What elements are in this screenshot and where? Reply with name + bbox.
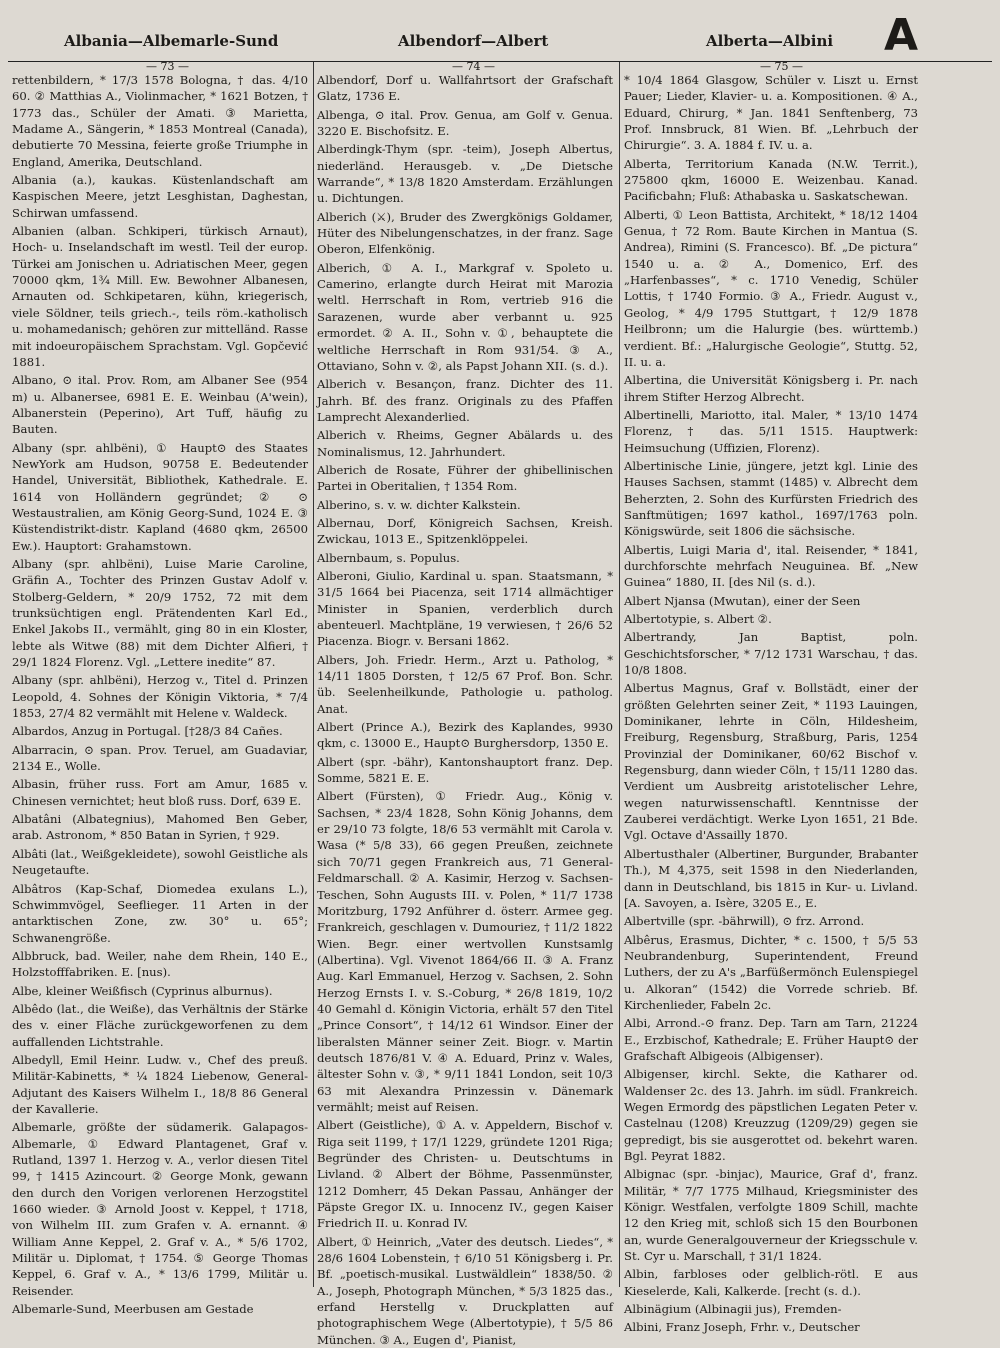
dictionary-entry: Albertina, die Universität Königsberg i. Pr. nach ihrem Stifter Herzog Albrecht.: [624, 373, 918, 404]
column-divider: [313, 62, 314, 1287]
running-head-left: Albania—Albemarle-Sund: [64, 32, 279, 50]
dictionary-entry: Albignac (spr. -binjac), Maurice, Graf d', franz. Militär, * 7/7 1775 Milhaud, Kriegsminister des Königr. Westfalen, verfolgte 1809 Schill, machte 12 den Krieg mit, schloß sich 15 den Bourbonen an, wurde Generalgouverneur der Kriegsschule v. St. Cyr u. Marschall, † 31/1 1824.: [624, 1167, 918, 1264]
dictionary-entry: Alberti, ① Leon Battista, Architekt, * 18/12 1404 Genua, † 72 Rom. Baute Kirchen in Mantua (S. Andrea), Rimini (S. Francesco). Bf. „De pictura“ 1540 u. a. ② A., Domenico, Erf. des „Harfenbasses“, * c. 1710 Venedig, Schüler Lottis, † 1740 Formio. ③ A., Friedr. August v., Geolog, * 4/9 1795 Stuttgart, † 12/9 1878 Heilbronn; um die Halurgie (bes. württemb.) verdient. Bf.: „Halurgische Geologie“, Stuttg. 52, II. u. a.: [624, 207, 918, 369]
dictionary-entry: Albe, kleiner Weißfisch (Cyprinus alburnus).: [12, 983, 273, 998]
dictionary-entry: Albert Njansa (Mwutan), einer der Seen: [624, 593, 861, 608]
dictionary-entry: Alberdingk-Thym (spr. -teim), Joseph Albertus, niederländ. Herausgeb. v. „De Dietsche Warrande“, * 13/8 1820 Amsterdam. Erzählungen u. Dichtungen.: [317, 142, 613, 206]
column-middle: [317, 72, 613, 1347]
dictionary-entry: Albert (Prince A.), Bezirk des Kaplandes, 9930 qkm, c. 13000 E., Haupt⊙ Burghersdorp, 1350 E.: [317, 720, 613, 751]
page-header: [0, 0, 1000, 62]
dictionary-entry: rettenbildern, * 17/3 1578 Bologna, † das. 4/10 60. ② Matthias A., Violinmacher, * 1621 Botzen, † 1773 das., Schüler der Amati. ③ Marietta, Madame A., Sängerin, * 1853 Montreal (Canada), debutierte 70 Messina, feierte große Triumphe in England, Amerika, Deutschland.: [12, 73, 308, 169]
dictionary-entry: Albendorf, Dorf u. Wallfahrtsort der Grafschaft Glatz, 1736 E.: [317, 73, 613, 104]
dictionary-entry: Albemarle, größte der südamerik. Galapagos-Albemarle, ① Edward Plantagenet, Graf v. Rutland, 1397 1. Herzog v. A., verlor diesen Titel 99, † 1415 Azincourt. ② George Monk, gewann den durch den Vorigen verlorenen Herzogstitel 1660 wieder. ③ Arnold Joost v. Keppel, † 1718, von Wilhelm III. zum Grafen v. A. ernannt. ④ William Anne Keppel, 2. Graf v. A., * 5/6 1702, Militär u. Diplomat, † 1754. ⑤ George Thomas Keppel, 6. Graf v. A., * 13/6 1799, Militär u. Reisender.: [12, 1120, 308, 1298]
dictionary-entry: Albert (spr. -bähr), Kantonshauptort franz. Dep. Somme, 5821 E. E.: [317, 754, 613, 786]
dictionary-entry: Albertville (spr. -bährwill), ⊙ frz. Arrond.: [624, 914, 865, 929]
dictionary-entry: Alberta, Territorium Kanada (N.W. Territ.), 275800 qkm, 16000 E. Weizenbau. Kanad. Pacificbahn; Fluß: Athabaska u. Saskatschewan.: [624, 156, 918, 204]
dictionary-entry: * 10/4 1864 Glasgow, Schüler v. Liszt u. Ernst Pauer; Lieder, Klavier- u. a. Kompositionen. ④ A., Eduard, Chirurg, * Jan. 1841 Senftenberg, 73 Prof. Innsbruck, 81 Wien. Bf. „Lehrbuch der Chirurgie“. 3. A. 1884 f. IV. u. a.: [624, 73, 918, 153]
dictionary-entry: Albania (a.), kaukas. Küstenlandschaft am Kaspischen Meere, jetzt Lesghistan, Daghestan, Schirwan umfassend.: [12, 173, 308, 220]
dictionary-entry: Albert (Fürsten), ① Friedr. Aug., König v. Sachsen, * 23/4 1828, Sohn König Johanns, dem er 29/10 73 folgte, 18/6 53 vermählt mit Carola v. Wasa (* 5/8 33), 66 gegen Preußen, zeichnete sich 70/71 gegen Frankreich aus, 71 General-Feldmarschall. ② A. Kasimir, Herzog v. Sachsen-Teschen, Sohn Augusts III. v. Polen, * 11/7 1738 Moritzburg, 1792 Anführer d. österr. Armee geg. Frankreich, geschlagen v. Dumouriez, † 11/2 1822 Wien. Begr. einer wertvollen Kunstsamlg (Albertina). Vgl. Vivenot 1864/66 II. ③ A. Franz Aug. Karl Emmanuel, Herzog v. Sachsen, 2. Sohn Herzog Ernsts I. v. S.-Coburg, * 26/8 1819, 10/2 40 Gemahl d. Königin Victoria, erhält 57 den Titel „Prince Consort“, † 14/12 61 Windsor. Einer der liberalsten Männer seiner Zeit. Biogr. v. Martin deutsch 1876/81 V. ④ A. Eduard, Prinz v. Wales, ältester Sohn v. ③, * 9/11 1841 London, seit 10/3 63 mit Alexandra Prinzessin v. Dänemark vermählt; meist auf Reisen.: [317, 789, 613, 1114]
dictionary-entry: Albini, Franz Joseph, Frhr. v., Deutscher: [624, 1320, 860, 1335]
dictionary-entry: Albertus Magnus, Graf v. Bollstädt, einer der größten Gelehrten seiner Zeit, * 1193 Lauingen, Dominikaner, lehrte in Cöln, Hildesheim, Freiburg, Regensburg, Straßburg, Paris, 1254 Provinzial der Dominikaner, 60/62 Bischof v. Regensburg, dann wieder Cöln, † 15/11 1280 das. Verdient um Ausbreitg aristotelischer Lehre, wegen naturwissenschaftl. Kenntnisse der Zauberei verdächtigt. Werke Lyon 1651, 21 Bde. Vgl. Octave d'Assailly 1870.: [624, 681, 918, 843]
dictionary-entry: Albigenser, kirchl. Sekte, die Katharer od. Waldenser 2c. des 13. Jahrh. im südl. Frankreich. Wegen Ermordg des päpstlichen Legaten Peter v. Castelnau (1208) Kreuzzug (1209/29) gegen sie gepredigt, bis sie ausgerottet od. bekehrt waren. Bgl. Peyrat 1882.: [624, 1067, 918, 1163]
dictionary-entry: Albanien (alban. Schkiperi, türkisch Arnaut), Hoch- u. Inselandschaft im westl. Teil der europ. Türkei am Jonischen u. Adriatischen Meer, gegen 70000 qkm, 1¾ Mill. Ew. Bewohner Albanesen, Arnauten od. Schkipetaren, kühn, kriegerisch, viele Söldner, teils griech.-, teils röm.-katholisch u. mohamedanisch; gehören zur mittelländ. Rasse mit indoeuropäischem Sprachstam. Vgl. Gopčević 1881.: [12, 224, 308, 369]
dictionary-entry: Albany (spr. ahlbëni), ① Haupt⊙ des Staates NewYork am Hudson, 90758 E. Bedeutender Handel, Universität, Bibliothek, Kathedrale. E. 1614 von Holländern gegründet; ② ⊙ Westaustralien, am König Georg-Sund, 1024 E. ③ Küstendistrikt-distr. Kapland (4680 qkm, 26500 Ew.). Hauptort: Grahamstown.: [12, 440, 308, 553]
dictionary-entry: Albatâni (Albategnius), Mahomed Ben Geber, arab. Astronom, * 850 Batan in Syrien, † 929.: [12, 812, 308, 843]
dictionary-entry: Albarracin, ⊙ span. Prov. Teruel, am Guadaviar, 2134 E., Wolle.: [12, 742, 308, 774]
page-number-center: — 74 —: [452, 60, 495, 73]
dictionary-entry: Albert (Geistliche), ① A. v. Appeldern, Bischof v. Riga seit 1199, † 17/1 1229, gründete 1201 Riga; Begründer des Christen- u. Deutschtums in Livland. ② Albert der Böhme, Passenmünster, 1212 Domherr, 45 Dekan Passau, Anhänger der Päpste Gregor IX. u. Innocenz IV., gegen Kaiser Friedrich II. u. Konrad IV.: [317, 1118, 613, 1231]
dictionary-entry: Albardos, Anzug in Portugal. [†28/3 84 Cañes.: [12, 724, 283, 739]
dictionary-entry: Alberich v. Rheims, Gegner Abälards u. des Nominalismus, 12. Jahrhundert.: [317, 428, 613, 459]
dictionary-entry: Albany (spr. ahlbëni), Herzog v., Titel d. Prinzen Leopold, 4. Sohnes der Königin Viktoria, * 7/4 1853, 27/4 82 vermählt mit Helene v. Waldeck.: [12, 673, 308, 721]
dictionary-entry: Alberich, ① A. I., Markgraf v. Spoleto u. Camerino, erlangte durch Heirat mit Marozia weltl. Herrschaft in Rom, vertrieb 916 die Sarazenen, wurde aber verbannt u. 925 ermordet. ② A. II., Sohn v. ①, behauptete die weltliche Herrschaft in Rom 931/54. ③ A., Ottaviano, Sohn v. ②, als Papst Johann XII. (s. d.).: [317, 260, 613, 373]
dictionary-entry: Albinägium (Albinagii jus), Fremden-: [624, 1302, 842, 1317]
dictionary-entry: Albert, ① Heinrich, „Vater des deutsch. Liedes“, * 28/6 1604 Lobenstein, † 6/10 51 Königsberg i. Pr. Bf. „poetisch-musikal. Lustwäldlein“ 1838/50. ② A., Joseph, Photograph München, * 5/3 1825 das., erfand Herstellg v. Druckplatten auf photographischem Wege (Albertotypie), † 5/5 86 München. ③ A., Eugen d', Pianist,: [317, 1234, 613, 1347]
dictionary-entry: Albêdo (lat., die Weiße), das Verhältnis der Stärke des v. einer Fläche zurückgeworfenen zu dem auffallenden Lichtstrahle.: [12, 1001, 308, 1049]
dictionary-entry: Albertusthaler (Albertiner, Burgunder, Brabanter Th.), M 4,375, seit 1598 in den Niederlanden, dann in Deutschland, bis 1815 in Kur- u. Livland. [A. Savoyen, a. Isère, 3205 E., E.: [624, 846, 918, 910]
dictionary-entry: Albertinische Linie, jüngere, jetzt kgl. Linie des Hauses Sachsen, stammt (1485) v. Albrecht dem Beherzten, 2. Sohn des Kurfürsten Friedrich des Sanftmütigen; 1697 kathol., 1697/1763 poln. Königswürde, seit 1806 die sächsische.: [624, 458, 918, 539]
dictionary-entry: Albasin, früher russ. Fort am Amur, 1685 v. Chinesen vernichtet; heut bloß russ. Dorf, 639 E.: [12, 777, 308, 808]
dictionary-entry: Albano, ⊙ ital. Prov. Rom, am Albaner See (954 m) u. Albanersee, 6981 E. E. Weinbau (A'wein), Albanerstein (Peperino), Art Tuff, häufig zu Bauten.: [12, 373, 308, 437]
dictionary-entry: Albbruck, bad. Weiler, nahe dem Rhein, 140 E., Holzstofffabriken. E. [nus).: [12, 948, 308, 980]
running-head-right: Alberta—Albini: [706, 32, 834, 50]
dictionary-entry: Albertinelli, Mariotto, ital. Maler, * 13/10 1474 Florenz, † das. 5/11 1515. Hauptwerk: Heimsuchung (Uffizien, Florenz).: [624, 407, 918, 455]
dictionary-entry: Albertis, Luigi Maria d', ital. Reisender, * 1841, durchforschte mehrfach Neuguinea. Bf. „New Guinea“ 1880, II. [des Nil (s. d.).: [624, 542, 918, 590]
dictionary-entry: Albâtros (Kap-Schaf, Diomedea exulans L.), Schwimmvögel, Seeflieger. 11 Arten in der antarktischen Zone, zw. 30° u. 65°; Schwanengröße.: [12, 881, 308, 945]
dictionary-entry: Alberoni, Giulio, Kardinal u. span. Staatsmann, * 31/5 1664 bei Piacenza, seit 1714 allmächtiger Minister in Spanien, verderblich durch abenteuerl. Machtpläne, 19 verwiesen, † 26/6 52 Piacenza. Biogr. v. Bersani 1862.: [317, 568, 613, 649]
dictionary-entry: Albernau, Dorf, Königreich Sachsen, Kreish. Zwickau, 1013 E., Spitzenklöppelei.: [317, 515, 613, 547]
dictionary-entry: Alberich v. Besançon, franz. Dichter des 11. Jahrh. Bf. des franz. Originals zu des Pfaffen Lamprecht Alexanderlied.: [317, 377, 613, 424]
dictionary-entry: Albedyll, Emil Heinr. Ludw. v., Chef des preuß. Militär-Kabinetts, * ¼ 1824 Liebenow, General-Adjutant des Kaisers Wilhelm I., 18/8 86 General der Kavallerie.: [12, 1052, 308, 1116]
dictionary-entry: Alberich de Rosate, Führer der ghibellinischen Partei in Oberitalien, † 1354 Rom.: [317, 462, 613, 494]
dictionary-entry: Albertrandy, Jan Baptist, poln. Geschichtsforscher, * 7/12 1731 Warschau, † das. 10/8 1808.: [624, 630, 918, 678]
column-divider: [619, 62, 620, 1287]
dictionary-entry: Albertotypie, s. Albert ②.: [624, 612, 772, 626]
dictionary-entry: Albernbaum, s. Populus.: [317, 550, 460, 565]
dictionary-entry: Albi, Arrond.-⊙ franz. Dep. Tarn am Tarn, 21224 E., Erzbischof, Kathedrale; E. Früher Haupt⊙ der Grafschaft Albigeois (Albigenser).: [624, 1016, 918, 1063]
column-right: [624, 72, 918, 1335]
dictionary-entry: Albêrus, Erasmus, Dichter, * c. 1500, † 5/5 53 Neubrandenburg, Superintendent, Freund Luthers, der zu A's „Barfüßermönch Eulenspiegel u. Alkoran“ (1542) die Vorrede schrieb. Bf. Kirchenlieder, Fabeln 2c.: [624, 932, 918, 1012]
dictionary-entry: Albemarle-Sund, Meerbusen am Gestade: [12, 1302, 254, 1317]
section-letter: A: [884, 10, 919, 61]
dictionary-entry: Albenga, ⊙ ital. Prov. Genua, am Golf v. Genua. 3220 E. Bischofsitz. E.: [317, 107, 613, 139]
running-head-center: Albendorf—Albert: [398, 32, 549, 50]
dictionary-entry: Albers, Joh. Friedr. Herm., Arzt u. Patholog, * 14/11 1805 Dorsten, † 12/5 67 Prof. Bon. Schr. üb. Seelenheilkunde, Pathologie u. patholog. Anat.: [317, 652, 613, 716]
dictionary-entry: Alberich (⚔), Bruder des Zwergkönigs Goldamer, Hüter des Nibelungenschatzes, in der franz. Sage Oberon, Elfenkönig.: [317, 209, 613, 257]
dictionary-entry: Albany (spr. ahlbëni), Luise Marie Caroline, Gräfin A., Tochter des Prinzen Gustav Adolf v. Stolberg-Geldern, * 20/9 1752, 72 mit dem trunksüchtigen engl. Prätendenten Karl Ed., Enkel Jakobs II., vermählt, ging 80 in ein Kloster, lebte als Witwe (88) mit dem Dichter Alfieri, † 29/1 1824 Florenz. Vgl. „Lettere inedite“ 87.: [12, 556, 308, 670]
dictionary-entry: Albin, farbloses oder gelblich-rötl. E aus Kieselerde, Kali, Kalkerde. [recht (s. d.).: [624, 1267, 918, 1298]
column-left: [12, 72, 308, 1317]
dictionary-entry: Albâti (lat., Weißgekleidete), sowohl Geistliche als Neugetaufte.: [12, 846, 308, 878]
page-number-left: — 73 —: [146, 60, 189, 73]
page-number-right: — 75 —: [760, 60, 803, 73]
dictionary-entry: Alberino, s. v. w. dichter Kalkstein.: [317, 497, 521, 512]
